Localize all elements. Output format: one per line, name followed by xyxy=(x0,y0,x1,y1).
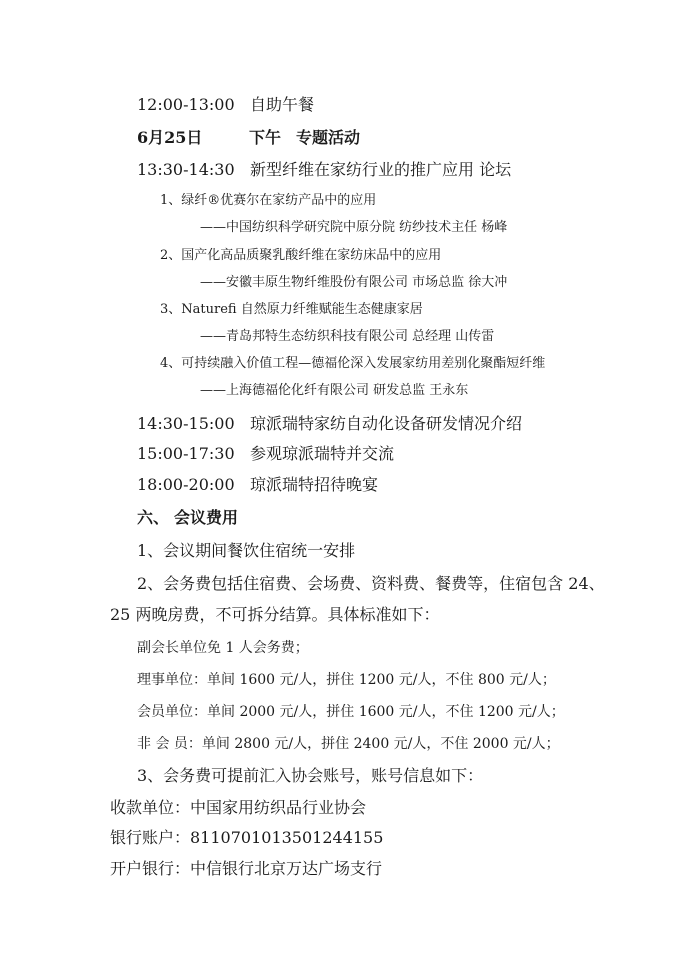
lunch-title: 自助午餐 xyxy=(250,95,315,114)
rate-none: 不住 1200 元/人； xyxy=(445,704,565,720)
fee-item-1: 1、会议期间餐饮住宿统一安排 xyxy=(137,541,356,560)
schedule-time: 14:30-15:00 xyxy=(137,414,235,433)
schedule-time: 18:00-20:00 xyxy=(137,475,235,494)
talk-speaker: ——青岛邦特生态纺织科技有限公司 总经理 山传雷 xyxy=(200,329,495,344)
forum-time: 13:30-14:30 xyxy=(137,160,235,179)
talk-speaker: ——中国纺织科学研究院中原分院 纺纱技术主任 杨峰 xyxy=(200,220,508,235)
talk-speaker: ——安徽丰原生物纤维股份有限公司 市场总监 徐大冲 xyxy=(200,275,508,290)
day-title: 专题活动 xyxy=(296,128,361,147)
rate-row xyxy=(137,737,560,751)
lunch-time: 12:00-13:00 xyxy=(137,95,235,114)
rate-single: 单间 1600 元/人， xyxy=(207,672,327,688)
talk-title: 2、国产化高品质聚乳酸纤维在家纺床品中的应用 xyxy=(160,248,442,263)
rate-none: 不住 800 元/人； xyxy=(445,672,556,688)
rate-shared: 拼住 1200 元/人， xyxy=(326,672,446,688)
rate-row xyxy=(137,705,565,719)
section-number: 六、 xyxy=(137,508,170,527)
section-heading: 会议费用 xyxy=(174,508,239,527)
day-period: 下午 xyxy=(249,128,282,147)
bank-name: 开户银行：中信银行北京万达广场支行 xyxy=(110,859,383,878)
forum-title: 新型纤维在家纺行业的推广应用 论坛 xyxy=(250,160,512,179)
day-date: 6月25日 xyxy=(137,128,203,147)
lunch-row xyxy=(137,97,235,113)
rate-single: 单间 2800 元/人， xyxy=(201,736,322,752)
talk-title: 1、绿纤®优赛尔在家纺产品中的应用 xyxy=(160,193,377,208)
schedule-title: 参观琼派瑞特并交流 xyxy=(250,444,395,463)
vp-fee-note: 副会长单位免 1 人会务费； xyxy=(137,640,309,656)
talk-title: 4、可持续融入价值工程—德福伦深入发展家纺用差别化聚酯短纤维 xyxy=(160,356,546,371)
fee-item-2-line2: 25 两晚房费，不可拆分结算。具体标准如下： xyxy=(110,605,440,624)
rate-unit: 会员单位： xyxy=(137,704,207,720)
schedule-title: 琼派瑞特家纺自动化设备研发情况介绍 xyxy=(250,414,523,433)
rate-row xyxy=(137,673,556,687)
rate-shared: 拼住 2400 元/人， xyxy=(321,736,441,752)
fee-item-2-line1: 2、会务费包括住宿费、会场费、资料费、餐费等，住宿包含 24、 xyxy=(137,574,605,593)
schedule-time: 15:00-17:30 xyxy=(137,444,235,463)
bank-account: 银行账户：8110701013501244155 xyxy=(110,828,384,847)
rate-single: 单间 2000 元/人， xyxy=(207,704,327,720)
rate-shared: 拼住 1600 元/人， xyxy=(326,704,446,720)
talk-title: 3、Naturefi 自然原力纤维赋能生态健康家居 xyxy=(160,302,423,317)
fee-item-3: 3、会务费可提前汇入协会账号，账号信息如下： xyxy=(137,766,484,785)
schedule-title: 琼派瑞特招待晚宴 xyxy=(250,475,379,494)
talk-speaker: ——上海德福伦化纤有限公司 研发总监 王永东 xyxy=(200,383,469,398)
payee: 收款单位：中国家用纺织品行业协会 xyxy=(110,798,367,817)
rate-unit: 理事单位： xyxy=(137,672,207,688)
rate-none: 不住 2000 元/人； xyxy=(440,736,560,752)
rate-unit: 非 会 员： xyxy=(137,736,202,752)
